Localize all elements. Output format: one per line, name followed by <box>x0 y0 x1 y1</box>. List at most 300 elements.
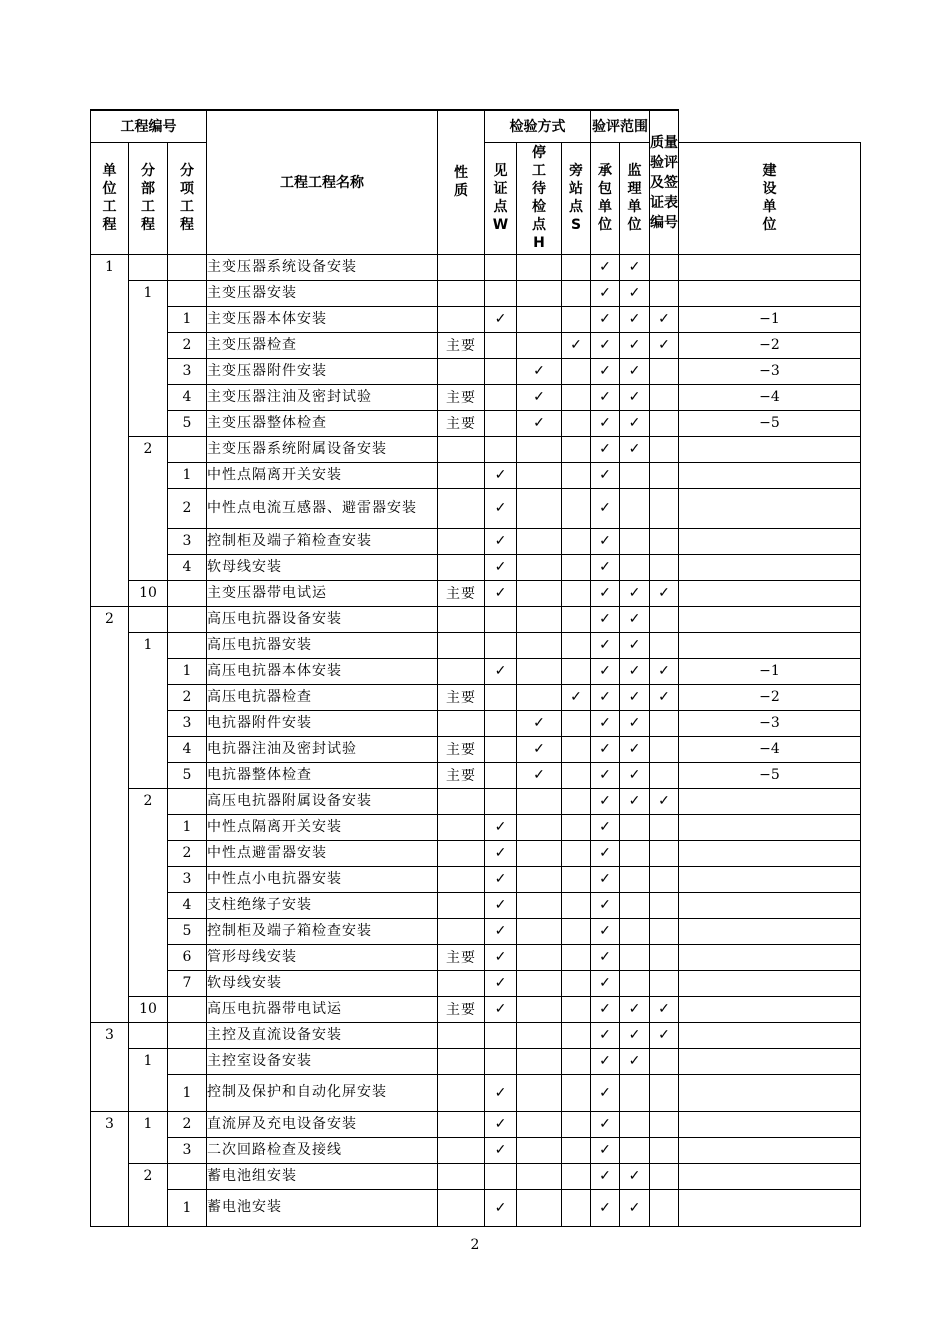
nature-cell <box>438 436 485 462</box>
record-no-cell: −2 <box>679 684 861 710</box>
hold-check: ✓ <box>517 762 562 788</box>
header-row-1 <box>91 110 861 142</box>
item-cell: 2 <box>168 840 207 866</box>
unit-cell <box>91 814 129 840</box>
contractor-check: ✓ <box>591 658 620 684</box>
witness-check <box>485 358 517 384</box>
item-cell <box>168 606 207 632</box>
table-row <box>91 606 861 632</box>
item-cell: 3 <box>168 710 207 736</box>
supervisor-check <box>620 814 650 840</box>
item-cell <box>168 788 207 814</box>
project-name-cell: 中性点隔离开关安装 <box>207 462 438 488</box>
side-station-check <box>562 944 591 970</box>
record-no-cell <box>679 632 861 658</box>
unit-cell <box>91 632 129 658</box>
side-station-check <box>562 1074 591 1111</box>
header-contractor: 承包单位 <box>591 142 620 254</box>
owner-check: ✓ <box>650 332 679 358</box>
item-cell: 4 <box>168 384 207 410</box>
witness-check <box>485 710 517 736</box>
header-hold-point: 停工待检点H <box>517 142 562 254</box>
contractor-check: ✓ <box>591 1022 620 1048</box>
item-cell: 5 <box>168 762 207 788</box>
record-no-cell <box>679 1189 861 1226</box>
owner-check <box>650 384 679 410</box>
owner-check <box>650 254 679 280</box>
record-no-cell <box>679 866 861 892</box>
unit-cell <box>91 462 129 488</box>
division-cell <box>129 684 168 710</box>
project-name-cell: 中性点隔离开关安装 <box>207 814 438 840</box>
owner-check: ✓ <box>650 306 679 332</box>
division-cell <box>129 866 168 892</box>
header-owner: 建设单位 <box>679 142 861 254</box>
unit-cell <box>91 528 129 554</box>
contractor-check: ✓ <box>591 1163 620 1189</box>
owner-check <box>650 358 679 384</box>
supervisor-check: ✓ <box>620 280 650 306</box>
project-name-cell: 高压电抗器带电试运 <box>207 996 438 1022</box>
contractor-check: ✓ <box>591 580 620 606</box>
unit-cell <box>91 332 129 358</box>
contractor-check: ✓ <box>591 1048 620 1074</box>
contractor-check: ✓ <box>591 632 620 658</box>
owner-check <box>650 814 679 840</box>
contractor-check: ✓ <box>591 1189 620 1226</box>
project-name-cell: 主变压器系统附属设备安装 <box>207 436 438 462</box>
header-item-project: 分项工程 <box>168 142 207 254</box>
item-cell: 4 <box>168 736 207 762</box>
division-cell: 1 <box>129 1048 168 1074</box>
unit-cell <box>91 918 129 944</box>
owner-check <box>650 632 679 658</box>
project-name-cell: 主控室设备安装 <box>207 1048 438 1074</box>
owner-check <box>650 1048 679 1074</box>
hold-check <box>517 306 562 332</box>
record-no-cell <box>679 1137 861 1163</box>
witness-check <box>485 606 517 632</box>
record-no-cell <box>679 788 861 814</box>
witness-check: ✓ <box>485 580 517 606</box>
division-cell <box>129 606 168 632</box>
witness-check: ✓ <box>485 554 517 580</box>
project-name-cell: 蓄电池安装 <box>207 1189 438 1226</box>
division-cell <box>129 892 168 918</box>
item-cell <box>168 1048 207 1074</box>
record-no-cell: −1 <box>679 658 861 684</box>
hold-check <box>517 1111 562 1137</box>
record-no-cell: −5 <box>679 410 861 436</box>
table-row <box>91 1111 861 1137</box>
division-cell <box>129 306 168 332</box>
division-cell: 1 <box>129 280 168 306</box>
record-no-cell <box>679 254 861 280</box>
record-no-cell: −3 <box>679 710 861 736</box>
project-name-cell: 主变压器整体检查 <box>207 410 438 436</box>
supervisor-check: ✓ <box>620 1189 650 1226</box>
supervisor-check: ✓ <box>620 580 650 606</box>
project-name-cell: 支柱绝缘子安装 <box>207 892 438 918</box>
division-cell <box>129 970 168 996</box>
owner-check <box>650 762 679 788</box>
nature-cell <box>438 866 485 892</box>
item-cell: 2 <box>168 684 207 710</box>
item-cell: 5 <box>168 410 207 436</box>
witness-check <box>485 632 517 658</box>
nature-cell <box>438 1189 485 1226</box>
hold-check <box>517 332 562 358</box>
owner-check: ✓ <box>650 658 679 684</box>
division-cell <box>129 410 168 436</box>
project-name-cell: 二次回路检查及接线 <box>207 1137 438 1163</box>
inspection-table <box>90 109 861 1227</box>
supervisor-check: ✓ <box>620 736 650 762</box>
division-cell <box>129 254 168 280</box>
owner-check <box>650 280 679 306</box>
project-name-cell: 主变压器系统设备安装 <box>207 254 438 280</box>
item-cell: 1 <box>168 462 207 488</box>
table-row <box>91 996 861 1022</box>
division-cell <box>129 1189 168 1226</box>
item-cell: 2 <box>168 1111 207 1137</box>
side-station-check <box>562 488 591 528</box>
supervisor-check: ✓ <box>620 254 650 280</box>
project-name-cell: 中性点电流互感器、避雷器安装 <box>207 488 438 528</box>
side-station-check <box>562 736 591 762</box>
item-cell: 2 <box>168 332 207 358</box>
contractor-check: ✓ <box>591 892 620 918</box>
unit-cell <box>91 358 129 384</box>
witness-check <box>485 254 517 280</box>
side-station-check <box>562 1048 591 1074</box>
table-row <box>91 918 861 944</box>
header-side-station-point: 旁站点S <box>562 142 591 254</box>
item-cell <box>168 580 207 606</box>
nature-cell <box>438 788 485 814</box>
supervisor-check: ✓ <box>620 606 650 632</box>
supervisor-check <box>620 462 650 488</box>
record-no-cell: −2 <box>679 332 861 358</box>
nature-cell: 主要 <box>438 332 485 358</box>
supervisor-check <box>620 1111 650 1137</box>
contractor-check: ✓ <box>591 762 620 788</box>
item-cell: 3 <box>168 528 207 554</box>
header-unit-project: 单位工程 <box>91 142 129 254</box>
project-name-cell: 高压电抗器设备安装 <box>207 606 438 632</box>
division-cell <box>129 814 168 840</box>
hold-check <box>517 580 562 606</box>
unit-cell <box>91 762 129 788</box>
nature-cell <box>438 1137 485 1163</box>
supervisor-check <box>620 488 650 528</box>
hold-check <box>517 944 562 970</box>
record-no-cell <box>679 814 861 840</box>
hold-check <box>517 1022 562 1048</box>
nature-cell <box>438 1022 485 1048</box>
hold-check <box>517 658 562 684</box>
owner-check <box>650 528 679 554</box>
item-cell: 1 <box>168 1074 207 1111</box>
unit-cell <box>91 710 129 736</box>
nature-cell <box>438 840 485 866</box>
nature-cell <box>438 710 485 736</box>
table-row <box>91 332 861 358</box>
nature-cell <box>438 254 485 280</box>
supervisor-check: ✓ <box>620 384 650 410</box>
nature-cell: 主要 <box>438 736 485 762</box>
unit-cell <box>91 410 129 436</box>
unit-cell <box>91 970 129 996</box>
nature-cell <box>438 606 485 632</box>
supervisor-check: ✓ <box>620 658 650 684</box>
owner-check <box>650 710 679 736</box>
division-cell <box>129 840 168 866</box>
header-inspection-method: 检验方式 <box>485 110 591 142</box>
owner-check <box>650 918 679 944</box>
item-cell <box>168 996 207 1022</box>
hold-check <box>517 462 562 488</box>
unit-cell <box>91 658 129 684</box>
item-cell <box>168 1022 207 1048</box>
contractor-check: ✓ <box>591 306 620 332</box>
item-cell <box>168 436 207 462</box>
owner-check: ✓ <box>650 580 679 606</box>
owner-check <box>650 970 679 996</box>
division-cell: 1 <box>129 632 168 658</box>
table-row <box>91 254 861 280</box>
division-cell <box>129 762 168 788</box>
side-station-check <box>562 306 591 332</box>
nature-cell: 主要 <box>438 684 485 710</box>
contractor-check: ✓ <box>591 410 620 436</box>
project-name-cell: 软母线安装 <box>207 970 438 996</box>
contractor-check: ✓ <box>591 788 620 814</box>
owner-check <box>650 1074 679 1111</box>
unit-cell <box>91 1074 129 1111</box>
hold-check <box>517 436 562 462</box>
table-row <box>91 306 861 332</box>
owner-check <box>650 736 679 762</box>
project-name-cell: 高压电抗器检查 <box>207 684 438 710</box>
witness-check <box>485 332 517 358</box>
division-cell <box>129 918 168 944</box>
table-row <box>91 632 861 658</box>
item-cell: 6 <box>168 944 207 970</box>
table-row <box>91 488 861 528</box>
side-station-check <box>562 462 591 488</box>
contractor-check: ✓ <box>591 280 620 306</box>
nature-cell <box>438 892 485 918</box>
witness-check <box>485 410 517 436</box>
owner-check <box>650 1163 679 1189</box>
witness-check: ✓ <box>485 1111 517 1137</box>
contractor-check: ✓ <box>591 554 620 580</box>
contractor-check: ✓ <box>591 528 620 554</box>
unit-cell <box>91 866 129 892</box>
witness-check: ✓ <box>485 892 517 918</box>
hold-check <box>517 1189 562 1226</box>
supervisor-check: ✓ <box>620 306 650 332</box>
contractor-check: ✓ <box>591 488 620 528</box>
nature-cell <box>438 554 485 580</box>
nature-cell <box>438 280 485 306</box>
owner-check <box>650 1189 679 1226</box>
supervisor-check: ✓ <box>620 1022 650 1048</box>
project-name-cell: 主变压器注油及密封试验 <box>207 384 438 410</box>
supervisor-check <box>620 528 650 554</box>
hold-check <box>517 840 562 866</box>
contractor-check: ✓ <box>591 840 620 866</box>
contractor-check: ✓ <box>591 996 620 1022</box>
table-row <box>91 684 861 710</box>
division-cell <box>129 1022 168 1048</box>
contractor-check: ✓ <box>591 736 620 762</box>
supervisor-check: ✓ <box>620 358 650 384</box>
project-name-cell: 主变压器带电试运 <box>207 580 438 606</box>
side-station-check <box>562 1022 591 1048</box>
record-no-cell: −1 <box>679 306 861 332</box>
side-station-check <box>562 918 591 944</box>
record-no-cell <box>679 970 861 996</box>
contractor-check: ✓ <box>591 332 620 358</box>
record-no-cell <box>679 1074 861 1111</box>
supervisor-check <box>620 866 650 892</box>
table-row <box>91 528 861 554</box>
hold-check <box>517 606 562 632</box>
item-cell: 1 <box>168 306 207 332</box>
project-name-cell: 中性点避雷器安装 <box>207 840 438 866</box>
hold-check: ✓ <box>517 384 562 410</box>
record-no-cell <box>679 436 861 462</box>
supervisor-check <box>620 970 650 996</box>
unit-cell: 1 <box>91 254 129 280</box>
witness-check <box>485 1163 517 1189</box>
record-no-cell: −3 <box>679 358 861 384</box>
project-name-cell: 控制柜及端子箱检查安装 <box>207 528 438 554</box>
nature-cell <box>438 918 485 944</box>
supervisor-check <box>620 1137 650 1163</box>
table-row <box>91 1137 861 1163</box>
page-number: 2 <box>470 1237 480 1253</box>
side-station-check <box>562 580 591 606</box>
record-no-cell <box>679 1163 861 1189</box>
header-witness-point: 见证点W <box>485 142 517 254</box>
division-cell: 2 <box>129 436 168 462</box>
side-station-check <box>562 1137 591 1163</box>
item-cell: 3 <box>168 358 207 384</box>
witness-check <box>485 788 517 814</box>
witness-check: ✓ <box>485 944 517 970</box>
side-station-check <box>562 866 591 892</box>
witness-check: ✓ <box>485 970 517 996</box>
item-cell: 5 <box>168 918 207 944</box>
record-no-cell <box>679 528 861 554</box>
contractor-check: ✓ <box>591 866 620 892</box>
division-cell <box>129 554 168 580</box>
unit-cell <box>91 944 129 970</box>
witness-check: ✓ <box>485 658 517 684</box>
nature-cell <box>438 306 485 332</box>
side-station-check <box>562 996 591 1022</box>
division-cell <box>129 944 168 970</box>
unit-cell <box>91 306 129 332</box>
contractor-check: ✓ <box>591 970 620 996</box>
record-no-cell <box>679 280 861 306</box>
owner-check: ✓ <box>650 788 679 814</box>
hold-check <box>517 788 562 814</box>
witness-check <box>485 1022 517 1048</box>
contractor-check: ✓ <box>591 1074 620 1111</box>
hold-check <box>517 1074 562 1111</box>
nature-cell <box>438 1048 485 1074</box>
table-row <box>91 866 861 892</box>
owner-check <box>650 892 679 918</box>
nature-cell: 主要 <box>438 762 485 788</box>
contractor-check: ✓ <box>591 944 620 970</box>
owner-check: ✓ <box>650 996 679 1022</box>
record-no-cell <box>679 606 861 632</box>
header-nature: 性质 <box>438 110 485 254</box>
supervisor-check: ✓ <box>620 1048 650 1074</box>
supervisor-check <box>620 918 650 944</box>
division-cell <box>129 1074 168 1111</box>
hold-check <box>517 814 562 840</box>
nature-cell: 主要 <box>438 384 485 410</box>
division-cell: 2 <box>129 788 168 814</box>
side-station-check <box>562 1111 591 1137</box>
table-body <box>91 254 861 1226</box>
contractor-check: ✓ <box>591 1137 620 1163</box>
project-name-cell: 高压电抗器安装 <box>207 632 438 658</box>
hold-check: ✓ <box>517 358 562 384</box>
hold-check <box>517 488 562 528</box>
record-no-cell <box>679 1048 861 1074</box>
item-cell <box>168 632 207 658</box>
division-cell <box>129 358 168 384</box>
record-no-cell <box>679 554 861 580</box>
supervisor-check: ✓ <box>620 762 650 788</box>
table-row <box>91 814 861 840</box>
unit-cell <box>91 1137 129 1163</box>
contractor-check: ✓ <box>591 606 620 632</box>
witness-check: ✓ <box>485 462 517 488</box>
header-division-project: 分部工程 <box>129 142 168 254</box>
table-row <box>91 462 861 488</box>
unit-cell <box>91 684 129 710</box>
table-row <box>91 384 861 410</box>
side-station-check <box>562 710 591 736</box>
contractor-check: ✓ <box>591 384 620 410</box>
unit-cell: 3 <box>91 1111 129 1137</box>
record-no-cell <box>679 488 861 528</box>
supervisor-check: ✓ <box>620 410 650 436</box>
side-station-check <box>562 762 591 788</box>
nature-cell: 主要 <box>438 580 485 606</box>
table-row <box>91 280 861 306</box>
nature-cell <box>438 462 485 488</box>
side-station-check <box>562 254 591 280</box>
hold-check <box>517 528 562 554</box>
contractor-check: ✓ <box>591 918 620 944</box>
side-station-check <box>562 658 591 684</box>
table-row <box>91 658 861 684</box>
division-cell: 10 <box>129 996 168 1022</box>
item-cell: 3 <box>168 1137 207 1163</box>
owner-check <box>650 462 679 488</box>
supervisor-check: ✓ <box>620 710 650 736</box>
project-name-cell: 中性点小电抗器安装 <box>207 866 438 892</box>
